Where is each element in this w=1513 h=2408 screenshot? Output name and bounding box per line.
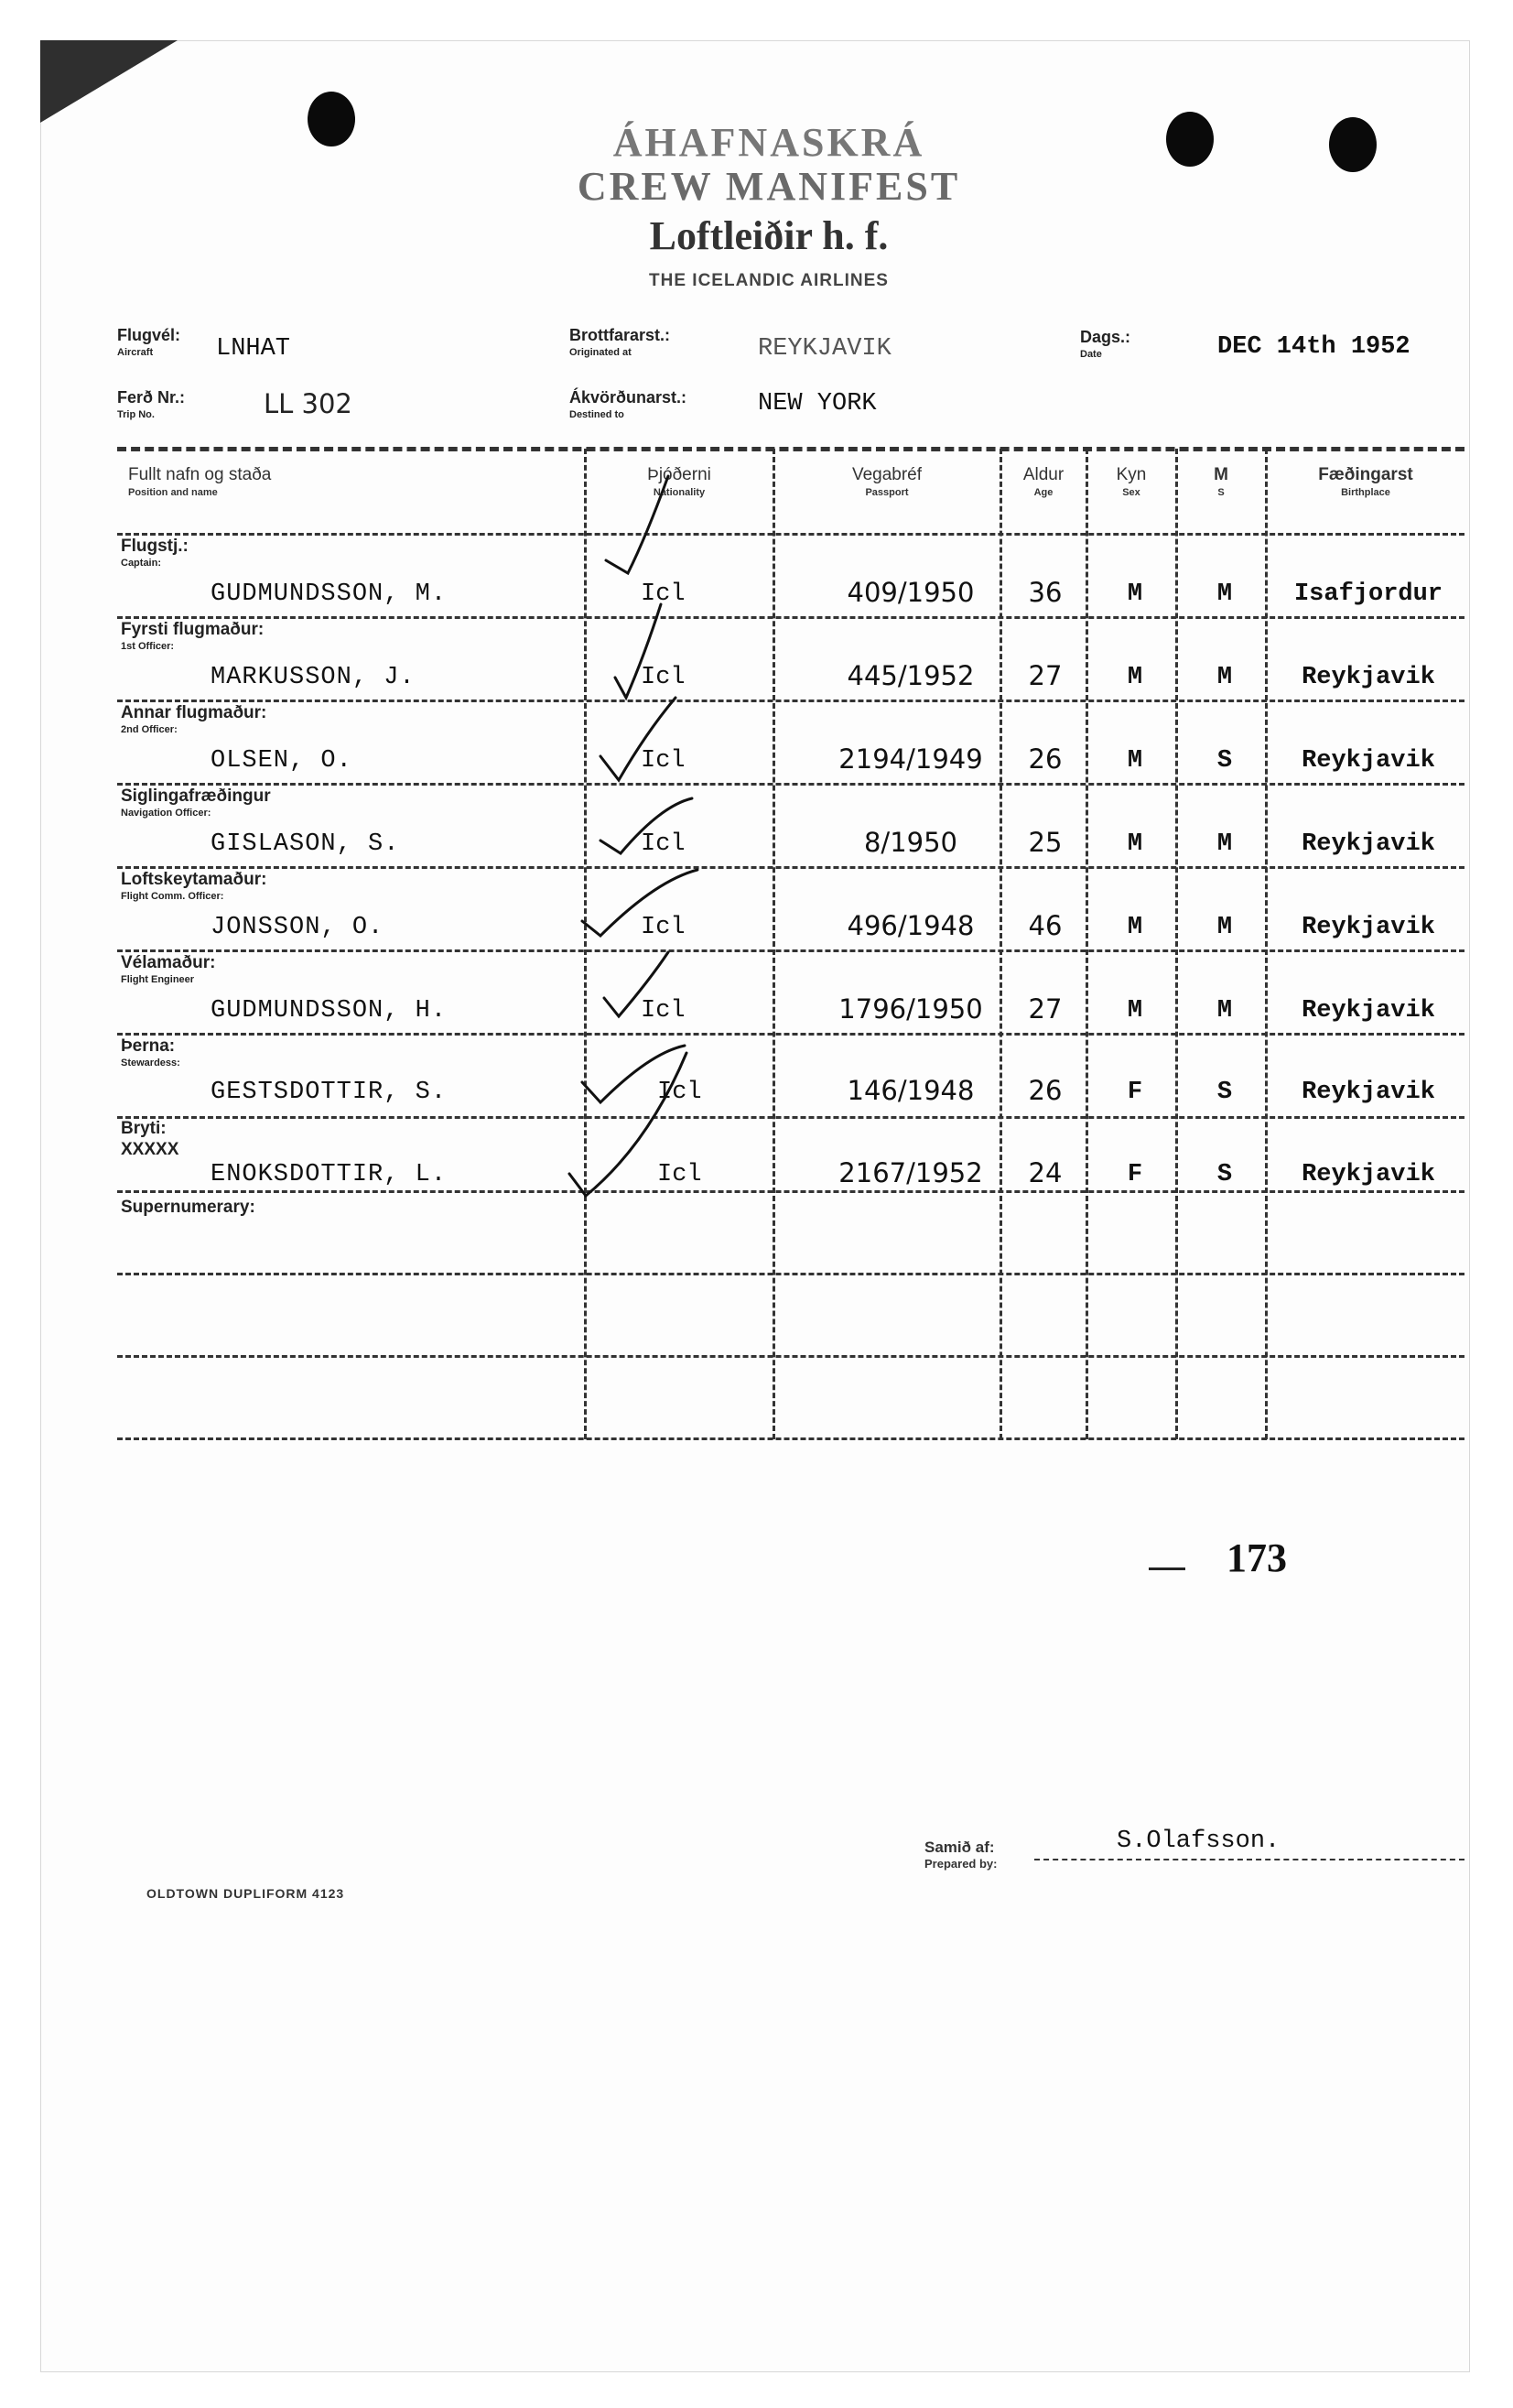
crew-marital-status: S <box>1216 1161 1233 1188</box>
row-divider <box>117 866 1464 869</box>
crew-name: GESTSDOTTIR, S. <box>211 1079 448 1106</box>
row-divider <box>117 1355 1464 1358</box>
crew-birthplace: Reykjavik <box>1302 747 1435 775</box>
table-bottom-rule <box>117 1437 1464 1440</box>
row-divider <box>117 616 1464 619</box>
crew-nationality: Icl <box>641 830 686 858</box>
crew-sex: F <box>1127 1079 1143 1106</box>
column-header-marital-status: M S <box>1214 465 1228 498</box>
crew-age: 25 <box>1028 827 1063 858</box>
manifest-title-icelandic: ÁHAFNASKRÁ <box>612 120 925 165</box>
table-top-rule <box>117 447 1464 451</box>
crew-age: 27 <box>1028 660 1063 691</box>
crew-birthplace: Reykjavik <box>1302 914 1435 941</box>
crew-name: ENOKSDOTTIR, L. <box>211 1161 448 1188</box>
crew-name: MARKUSSON, J. <box>211 664 416 691</box>
crew-marital-status: S <box>1216 1079 1233 1106</box>
row-divider <box>117 1033 1464 1036</box>
crew-birthplace: Reykjavik <box>1302 1079 1435 1106</box>
position-label: Þerna: Stewardess: <box>121 1036 180 1068</box>
position-label: Siglingafræðingur Navigation Officer: <box>121 786 271 819</box>
crew-nationality: Icl <box>641 747 686 775</box>
column-divider <box>584 449 587 1439</box>
crew-age: 46 <box>1028 910 1063 941</box>
trip-number-value: LL 302 <box>264 388 352 419</box>
column-header-name: Fullt nafn og staða Position and name <box>128 465 272 498</box>
crew-name: GISLASON, S. <box>211 830 400 858</box>
torn-corner <box>40 40 178 123</box>
crew-age: 27 <box>1028 993 1063 1025</box>
date-value: DEC 14th 1952 <box>1217 333 1410 361</box>
crew-marital-status: M <box>1216 997 1233 1025</box>
crew-nationality: Icl <box>657 1079 702 1106</box>
page-number: 173 <box>1227 1535 1287 1580</box>
destination-label: Ákvörðunarst.: Destined to <box>569 388 687 420</box>
position-label: Bryti: XXXXX <box>121 1119 179 1159</box>
crew-marital-status: S <box>1216 747 1233 775</box>
row-divider <box>117 700 1464 702</box>
origin-label: Brottfararst.: Originated at <box>569 326 671 358</box>
crew-birthplace: Reykjavik <box>1302 830 1435 858</box>
supernumerary-label: Supernumerary: <box>121 1198 255 1217</box>
header-bottom-rule <box>117 533 1464 536</box>
aircraft-label: Flugvél: Aircraft <box>117 326 181 358</box>
crew-passport: 8/1950 <box>863 827 958 858</box>
crew-marital-status: M <box>1216 830 1233 858</box>
prepared-by-name: S.Olafsson. <box>1117 1828 1281 1855</box>
crew-passport: 1796/1950 <box>838 993 983 1025</box>
crew-passport: 2167/1952 <box>838 1157 983 1188</box>
prepared-by-line <box>1034 1859 1464 1860</box>
crew-sex: F <box>1127 1161 1143 1188</box>
row-divider <box>117 783 1464 786</box>
crew-name: OLSEN, O. <box>211 747 352 775</box>
crew-passport: 445/1952 <box>847 660 975 691</box>
row-divider <box>117 1116 1464 1119</box>
column-header-age: Aldur Age <box>1022 465 1065 498</box>
crew-marital-status: M <box>1216 664 1233 691</box>
crew-nationality: Icl <box>641 997 686 1025</box>
row-divider <box>117 949 1464 952</box>
crew-sex: M <box>1127 580 1143 608</box>
origin-value: REYKJAVIK <box>758 335 892 363</box>
crew-passport: 496/1948 <box>847 910 975 941</box>
crew-sex: M <box>1127 997 1143 1025</box>
prepared-by-label: Samið af: Prepared by: <box>924 1839 998 1871</box>
crew-age: 24 <box>1028 1157 1063 1188</box>
crew-nationality: Icl <box>641 914 686 941</box>
position-label: Flugstj.: Captain: <box>121 537 189 569</box>
punch-hole-middle <box>1166 112 1214 167</box>
date-label: Dags.: Date <box>1080 328 1131 360</box>
crew-sex: M <box>1127 747 1143 775</box>
company-tagline: THE ICELANDIC AIRLINES <box>649 271 889 290</box>
position-label: Fyrsti flugmaður: 1st Officer: <box>121 620 265 652</box>
crew-name: GUDMUNDSSON, H. <box>211 997 448 1025</box>
crew-passport: 2194/1949 <box>838 743 983 775</box>
crew-sex: M <box>1127 664 1143 691</box>
manifest-title-english: CREW MANIFEST <box>577 164 961 209</box>
column-header-passport: Vegabréf Passport <box>851 465 923 498</box>
crew-passport: 409/1950 <box>847 577 975 608</box>
crew-birthplace: Reykjavik <box>1302 997 1435 1025</box>
punch-hole-right <box>1329 117 1377 172</box>
crew-sex: M <box>1127 914 1143 941</box>
crew-age: 26 <box>1028 1075 1063 1106</box>
punch-hole-left <box>308 92 355 146</box>
crew-age: 36 <box>1028 577 1063 608</box>
crew-marital-status: M <box>1216 914 1233 941</box>
column-divider <box>773 449 775 1439</box>
aircraft-value: LNHAT <box>216 335 291 363</box>
row-divider <box>117 1190 1464 1193</box>
row-divider <box>117 1273 1464 1275</box>
crew-name: GUDMUNDSSON, M. <box>211 580 448 608</box>
company-name: Loftleiðir h. f. <box>649 213 889 258</box>
crew-marital-status: M <box>1216 580 1233 608</box>
position-label: Loftskeytamaður: Flight Comm. Officer: <box>121 870 267 902</box>
crew-nationality: Icl <box>641 664 686 691</box>
crew-birthplace: Reykjavik <box>1302 664 1435 691</box>
column-header-birthplace: Fæðingarst Birthplace <box>1318 465 1413 498</box>
crew-nationality: Icl <box>641 580 686 608</box>
crew-nationality: Icl <box>657 1161 702 1188</box>
crew-name: JONSSON, O. <box>211 914 384 941</box>
crew-birthplace: Isafjordur <box>1293 580 1443 608</box>
destination-value: NEW YORK <box>758 390 877 418</box>
page-number-dash <box>1149 1567 1185 1570</box>
form-reference: OLDTOWN DUPLIFORM 4123 <box>146 1886 345 1901</box>
position-label: Vélamaður: Flight Engineer <box>121 953 216 985</box>
crew-birthplace: Reykjavik <box>1302 1161 1435 1188</box>
column-header-nationality: Þjóðerni Nationality <box>647 465 711 498</box>
crew-passport: 146/1948 <box>847 1075 975 1106</box>
crew-sex: M <box>1127 830 1143 858</box>
crew-age: 26 <box>1028 743 1063 775</box>
position-label: Annar flugmaður: 2nd Officer: <box>121 703 267 735</box>
trip-number-label: Ferð Nr.: Trip No. <box>117 388 186 420</box>
column-header-sex: Kyn Sex <box>1116 465 1147 498</box>
